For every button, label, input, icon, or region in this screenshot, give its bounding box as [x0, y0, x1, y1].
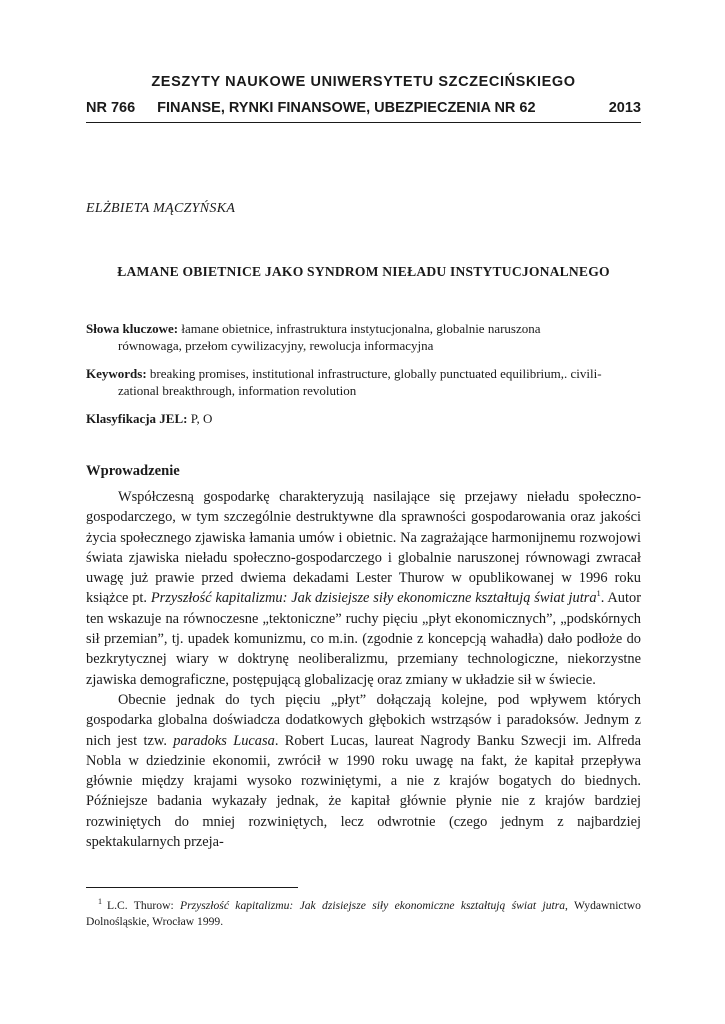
paragraph2-term: paradoks Lucasa [173, 732, 275, 749]
paragraph1-text-b: . Autor ten wskazuje na równoczesne „tektoniczne” ruchy pięciu „płyt ekonomicznych”, „podskórnych sił przemian”, tj. upadek komunizmu, co m.in. (zgodnie z koncepcją wahadła) dało podłoże do bezkrytycznej wiary w doktrynę neoliberalizmu, przemiany technologiczne, niekorzystne zjawiska demograficzne, postępującą globalizację oraz zmiany w układzie sił w świecie. [86, 590, 641, 688]
keywords-polish [86, 320, 641, 354]
keywords-english-label: Keywords: [86, 366, 147, 381]
footnote-reference[interactable]: 1 [596, 588, 601, 599]
footnote: 1 L.C. Thurow: Przyszłość kapitalizmu: Jak dzisiejsze siły ekonomiczne kształtują świat jutra, Wydawnictwo Dolnośląskie, Wrocław 1999. [86, 897, 641, 928]
paragraph1-book-title: Przyszłość kapitalizmu: Jak dzisiejsze siły ekonomiczne kształtują świat jutra [150, 590, 597, 607]
footnote-text-b: , Wydawnictwo Dolnośląskie, Wrocław 1999. [86, 899, 641, 928]
author-name: ELŻBIETA MĄCZYŃSKA [86, 201, 236, 216]
jel-label: Klasyfikacja JEL: [86, 411, 188, 426]
keywords-english-line1: breaking promises, institutional infrastructure, globally punctuated equilibrium,. civili- [146, 366, 602, 381]
keywords-polish-line1: łamane obietnice, infrastruktura instytucjonalna, globalnie naruszona [178, 321, 541, 336]
paragraph2-text-b: . Robert Lucas, laureat Nagrody Banku Szwecji im. Alfreda Nobla w dziedzinie ekonomii, zwrócił w 1990 roku uwagę na fakt, że kapitał przepływa głównie między krajami wysoko rozwiniętymi, a nie z krajów bogatych do biednych. Późniejsze badania wykazały jednak, że kapitał głównie płynie nie z krajów bardziej rozwiniętych do mniej rozwiniętych, lecz odwrotnie (czego jednym z najbardziej spektakularnych przeja- [86, 732, 641, 851]
keywords-english-line2: zational breakthrough, information revolution [118, 383, 357, 398]
document-page [86, 72, 641, 852]
section-heading: Wprowadzenie [86, 463, 180, 479]
keywords-polish-line2: równowaga, przełom cywilizacyjny, rewolucja informacyjna [118, 338, 434, 353]
keywords-polish-label: Słowa kluczowe: [86, 321, 179, 336]
journal-title: ZESZYTY NAUKOWE UNIWERSYTETU SZCZECIŃSKIEGO [151, 74, 576, 90]
footnote-book-title: Przyszłość kapitalizmu: Jak dzisiejsze siły ekonomiczne kształtują świat jutra [180, 899, 566, 912]
article-title: ŁAMANE OBIETNICE JAKO SYNDROM NIEŁADU INSTYTUCJONALNEGO [117, 264, 610, 279]
body-paragraph-2 [86, 690, 641, 852]
jel-classification [86, 410, 641, 427]
footnote-text-a: L.C. Thurow: [107, 899, 181, 912]
journal-year: 2013 [608, 100, 641, 116]
keywords-english [86, 365, 641, 399]
body-paragraph-1 [86, 487, 641, 690]
paragraph2-text-a: Obecnie jednak do tych pięciu „płyt” dołączają kolejne, pod wpływem których gospodarka globalna doświadcza dodatkowych głębokich wstrząsów i paradoksów. Jednym z nich jest tzw. [86, 691, 641, 749]
paragraph1-text-a: Współczesną gospodarkę charakteryzują nasilające się przejawy nieładu społeczno-gospodarczego, w tym szczególnie destruktywne dla sprawności gospodarowania oraz jakości życia społecznego zjawiska łamania umów i obietnic. Na zagrażające harmonijnemu rozwojowi świata zjawiska nieładu społeczno-gospodarczego i globalnie naruszonej równowagi zwracał uwagę już prawie przed dwiema dekadami Lester Thurow w opublikowanej w 1996 roku książce pt. [86, 489, 641, 607]
journal-series: FINANSE, RYNKI FINANSOWE, UBEZPIECZENIA NR 62 [157, 100, 536, 116]
journal-issue-row [86, 98, 641, 123]
journal-number: NR 766 [86, 100, 136, 116]
jel-value: P, O [187, 411, 213, 426]
footnote-separator [86, 887, 298, 888]
